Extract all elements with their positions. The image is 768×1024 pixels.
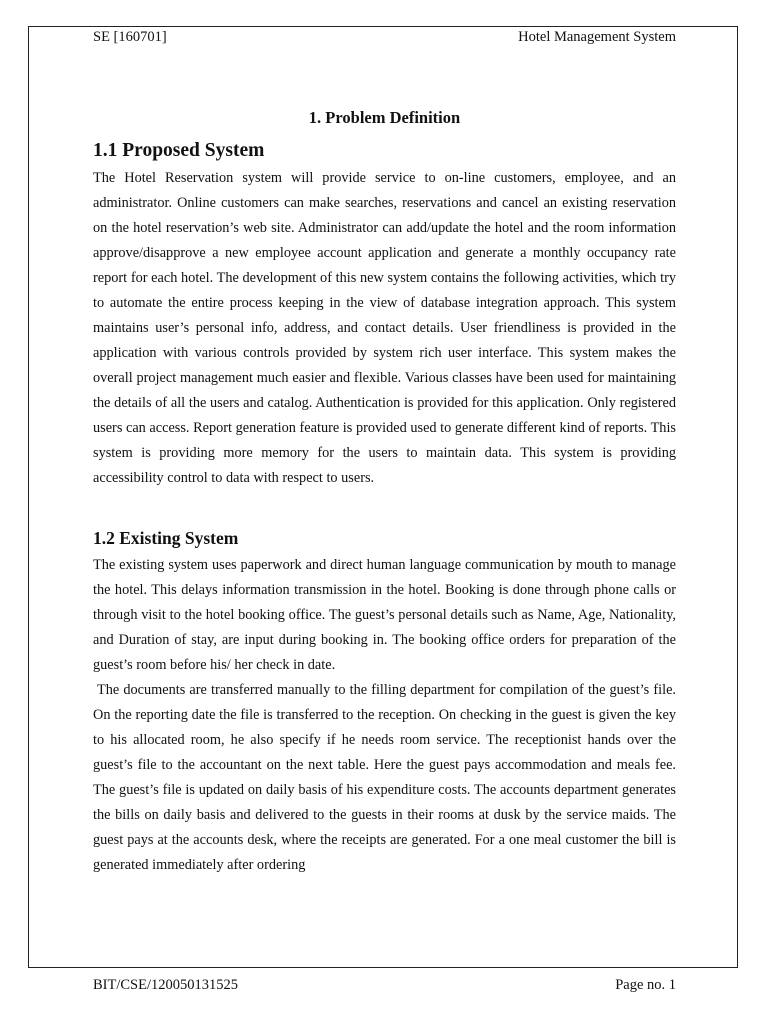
header-course-code: SE [160701] [93, 29, 167, 45]
document-body [93, 106, 676, 878]
paragraph-existing-system-2: The documents are transferred manually to the filling department for compilation of the guest’s file. On the reporting date the file is transferred to the reception. On checking in the guest is given the key to his allocated room, he also specify if he needs room service. The receptionist hands over the guest’s file to the accountant on the next table. Here the guest pays accommodation and meals fee. The guest’s file is updated on daily basis of his expenditure costs. The accounts department generates the bills on daily basis and delivered to the guests in their rooms at dusk by the service maids. The guest pays at the accounts desk, where the receipts are generated. For a one meal customer the bill is generated immediately after ordering [93, 682, 676, 873]
section-title-existing-system: 1.2 Existing System [93, 528, 239, 548]
header-project-title: Hotel Management System [518, 29, 676, 45]
footer-page-number: Page no. 1 [615, 977, 676, 993]
footer-enrollment-number: BIT/CSE/120050131525 [93, 977, 239, 993]
paragraph-proposed-system: The Hotel Reservation system will provide service to on-line customers, employee, and an administrator. Online customers can make searches, reservations and cancel an existing reservation on the hotel reservation’s web site. Administrator can add/update the hotel and the room information approve/disapprove a new employee account application and generate a monthly occupancy rate report for each hotel. The development of this new system contains the following activities, which try to automate the entire process keeping in the view of database integration approach. This system maintains user’s personal info, address, and contact details. User friendliness is provided in the application with various controls provided by system rich user interface. This system makes the overall project management much easier and flexible. Various classes have been used for maintaining the details of all the users and catalog. Authentication is provided for this application. Only registered users can access. Report generation feature is provided used to generate different kind of reports. This system is providing more memory for the users to maintain data. This system is providing accessibility control to data with respect to users. [93, 170, 676, 486]
page-header [93, 28, 676, 46]
paragraph-existing-system-1: The existing system uses paperwork and direct human language communication by mouth to manage the hotel. This delays information transmission in the hotel. Booking is done through phone calls or through visit to the hotel booking office. The guest’s personal details such as Name, Age, Nationality, and Duration of stay, are input during booking in. The booking office orders for preparation of the guest’s room before his/ her check in date. [93, 557, 676, 673]
section-title-proposed-system: 1.1 Proposed System [93, 140, 265, 161]
chapter-title: 1. Problem Definition [308, 108, 461, 127]
page-footer [93, 976, 676, 994]
